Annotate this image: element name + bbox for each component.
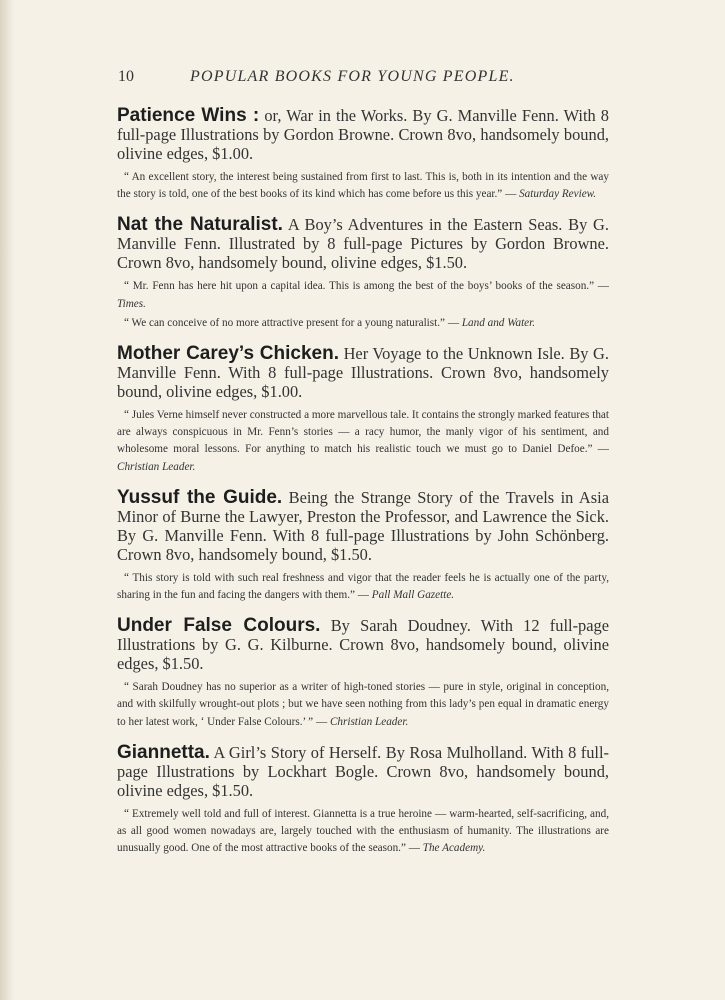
- quote-citation: The Academy.: [422, 842, 486, 855]
- book-description: A Boy’s Adventures in the Eastern Seas. By G. Manville Fenn. Illustrated by 8 full-page Pictures by Gordon Browne. Crown 8vo, handsomely bound, olivine edges, $1.50.: [117, 215, 609, 273]
- book-heading: [117, 488, 609, 564]
- quote-text: “ We can conceive of no more attractive present for a young naturalist.” —: [124, 316, 460, 329]
- review-quote: [117, 315, 609, 332]
- review-quote: [117, 278, 609, 312]
- quote-citation: Christian Leader.: [329, 715, 409, 728]
- page-number: 10: [118, 68, 134, 85]
- quote-citation: Christian Leader.: [117, 460, 196, 473]
- quote-text: “ Sarah Doudney has no superior as a writer of high-toned stories — pure in style, original in conception, and with skilfully wrought-out plots ; but we have seen nothing from this lady’s pen equal in dramatic energy to her latest work, ‘ Under False Colours.’ ” —: [117, 681, 609, 728]
- review-quote: [117, 570, 609, 604]
- page-gutter-shadow: [0, 0, 14, 1000]
- quote-text: “ Jules Verne himself never constructed a more marvellous tale. It contains the strongly marked features that are always conspicuous in Mr. Fenn’s stories — a racy humor, the manly vigor of his sentiment, and wholesome moral lessons. For anything to match his realistic touch we must go to Daniel Defoe.” —: [117, 409, 609, 456]
- quote-text: “ Extremely well told and full of interest. Giannetta is a true heroine — warm-hearted, self-sacrificing, and, as all good women nowadays are, largely touched with the enthusiasm of humanity. The illustrations are unusually good. One of the most attractive books of the season.” —: [117, 807, 609, 855]
- running-title: POPULAR BOOKS FOR YOUNG PEOPLE.: [190, 68, 515, 85]
- book-entry: [117, 344, 609, 476]
- book-list: [117, 106, 609, 869]
- quote-text: “ Mr. Fenn has here hit upon a capital idea. This is among the best of the boys’ books of the season.” —: [124, 280, 609, 293]
- book-description: Her Voyage to the Unknown Isle. By G. Manville Fenn. With 8 full-page Illustrations. Crown 8vo, handsomely bound, olivine edges, $1.00.: [117, 344, 609, 402]
- review-quote: [117, 679, 609, 731]
- book-description: Being the Strange Story of the Travels in Asia Minor of Burne the Lawyer, Preston the Professor, and Lawrence the Sick. By G. Manville Fenn. With 8 full-page Illustrations by John Schönberg. Crown 8vo, handsomely bound, $1.50.: [117, 487, 609, 564]
- book-entry: [117, 215, 609, 332]
- book-description: A Girl’s Story of Herself. By Rosa Mulholland. With 8 full-page Illustrations by Lockhart Bogle. Crown 8vo, handsomely bound, olivine edges, $1.50.: [117, 742, 609, 800]
- book-heading: [117, 106, 609, 163]
- quote-text: “ This story is told with such real freshness and vigor that the reader feels he is actually one of the party, sharing in the fun and facing the dangers with them.” —: [117, 571, 609, 602]
- review-quote: [117, 806, 609, 858]
- book-description: or, War in the Works. By G. Manville Fenn. With 8 full-page Illustrations by Gordon Browne. Crown 8vo, handsomely bound, olivine edges, $1.00.: [117, 106, 609, 163]
- book-heading: [117, 344, 609, 401]
- page-header: [0, 68, 725, 90]
- book-entry: [117, 106, 609, 203]
- book-entry: [117, 616, 609, 731]
- quote-text: “ An excellent story, the interest being sustained from first to last. This is, both in its intention and the way the story is told, one of the best books of its kind which has come before us this year.” —: [117, 171, 609, 201]
- book-heading: [117, 215, 609, 272]
- quote-citation: Times.: [117, 297, 146, 310]
- book-heading: [117, 743, 609, 800]
- review-quote: [117, 169, 609, 203]
- book-title: Nat the Naturalist.: [117, 214, 283, 236]
- book-title: Mother Carey’s Chicken.: [117, 343, 339, 365]
- quote-citation: Saturday Review.: [519, 188, 597, 201]
- book-title: Patience Wins :: [117, 105, 260, 126]
- book-description: By Sarah Doudney. With 12 full-page Illustrations by G. G. Kilburne. Crown 8vo, handsomely bound, olivine edges, $1.50.: [117, 616, 609, 674]
- quote-citation: Land and Water.: [461, 316, 536, 329]
- review-quote: [117, 407, 609, 476]
- book-entry: [117, 488, 609, 604]
- book-title: Yussuf the Guide.: [117, 486, 283, 508]
- book-title: Under False Colours.: [117, 615, 321, 637]
- book-title: Giannetta.: [117, 741, 210, 763]
- book-entry: [117, 743, 609, 858]
- quote-citation: Pall Mall Gazette.: [371, 589, 455, 602]
- book-heading: [117, 616, 609, 673]
